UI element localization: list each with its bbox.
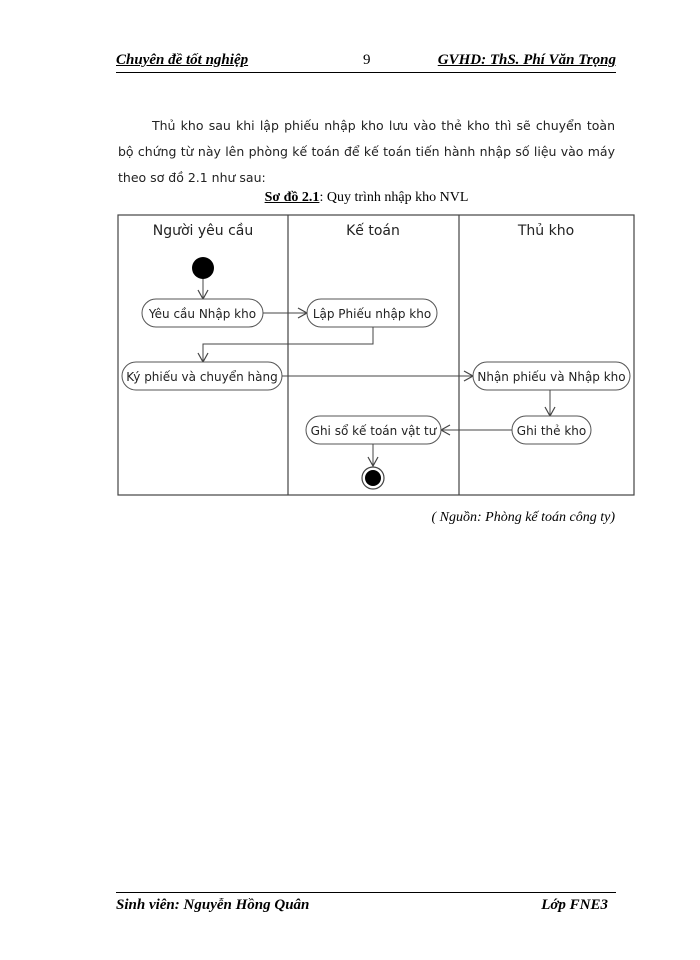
body-paragraph: Thủ kho sau khi lập phiếu nhập kho lưu vào thẻ kho thì sẽ chuyển toàn bộ chứng từ này lên phòng kế toán để kế toán tiến hành nhập số liệu vào máy theo sơ đồ 2.1 như sau: xyxy=(118,118,615,185)
footer-class: Lớp FNE3 xyxy=(541,897,608,913)
activity-receive-label: Nhận phiếu và Nhập kho xyxy=(477,370,626,384)
start-node xyxy=(192,257,214,279)
swimlane-frame xyxy=(118,215,634,495)
header-title: Chuyên đề tốt nghiệp xyxy=(116,52,249,68)
activity-request-label: Yêu cầu Nhập kho xyxy=(148,307,257,321)
header-advisor: GVHD: ThS. Phí Văn Trọng xyxy=(437,52,616,68)
page-number: 9 xyxy=(363,52,371,68)
page-header xyxy=(116,52,616,73)
activity-record-card-label: Ghi thẻ kho xyxy=(516,424,587,438)
caption-title: : Quy trình nhập kho NVL xyxy=(319,190,469,205)
page-footer xyxy=(116,892,616,917)
activity-record-book-label: Ghi sổ kế toán vật tư xyxy=(310,424,437,438)
footer-student: Sinh viên: Nguyễn Hồng Quân xyxy=(116,897,310,913)
lane-title-requester: Người yêu cầu xyxy=(152,223,254,239)
lane-title-accountant: Kế toán xyxy=(346,223,400,239)
figure-caption xyxy=(118,190,615,206)
activity-sign-label: Ký phiếu và chuyển hàng xyxy=(126,370,278,384)
figure-source: ( Nguồn: Phòng kế toán công ty) xyxy=(431,510,615,525)
activity-create-slip-label: Lập Phiếu nhập kho xyxy=(312,307,432,321)
caption-label: Sơ đồ 2.1 xyxy=(264,190,320,205)
end-node xyxy=(365,470,381,486)
lane-title-storekeeper: Thủ kho xyxy=(517,223,575,239)
activity-diagram xyxy=(117,214,637,497)
